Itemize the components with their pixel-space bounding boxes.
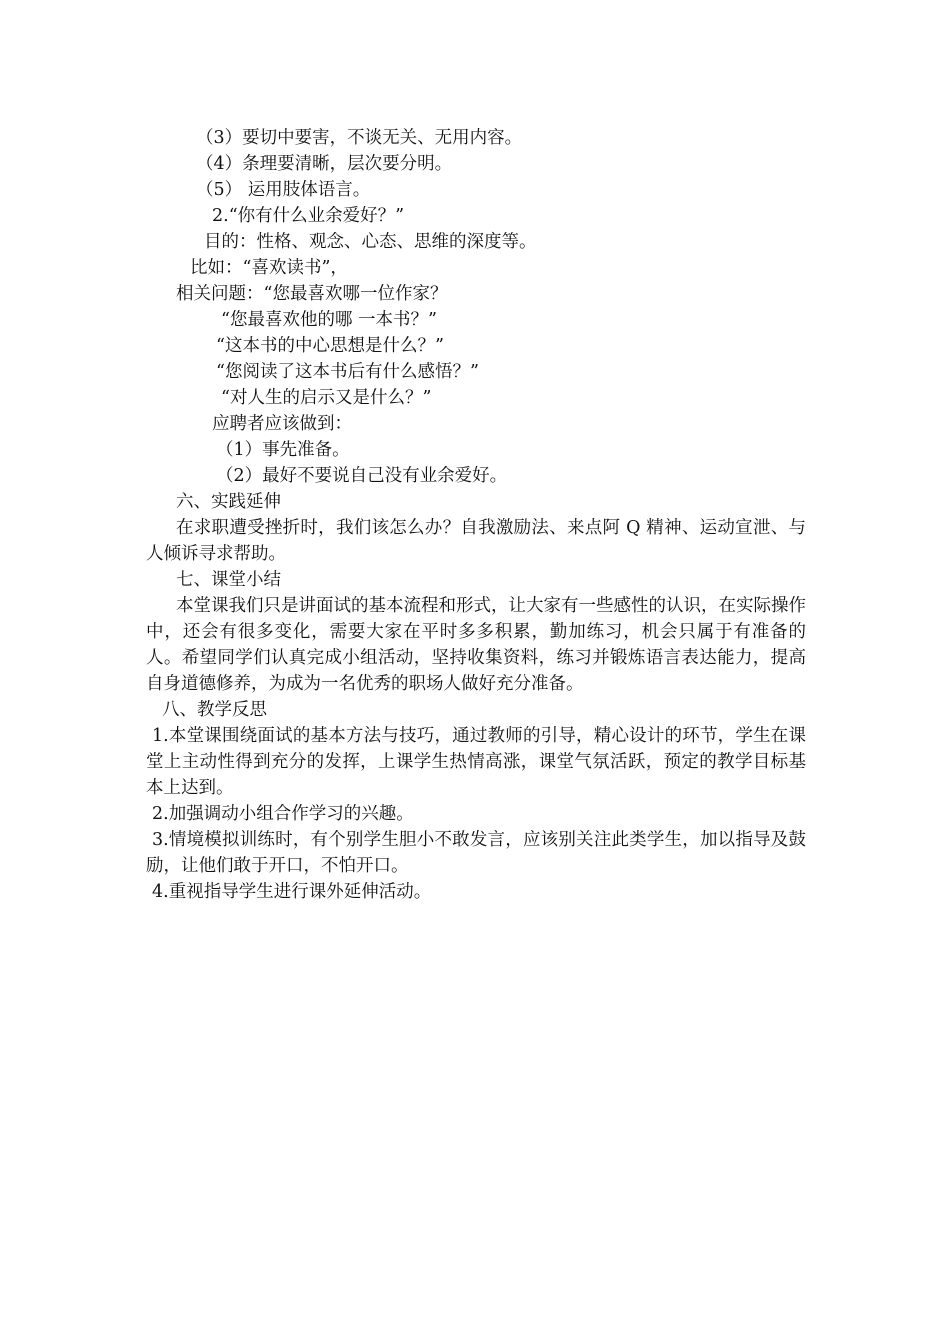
reflection-item: 4.重视指导学生进行课外延伸活动。: [152, 882, 432, 902]
section-8-heading: 八、教学反思: [162, 700, 267, 720]
should-do-item: （2）最好不要说自己没有业余爱好。: [216, 466, 508, 486]
related-question: “您阅读了这本书后有什么感悟？”: [216, 362, 479, 382]
interview-tip-3: （3）要切中要害，不谈无关、无用内容。: [196, 128, 523, 148]
related-questions-label: 相关问题：“您最喜欢哪一位作家？: [176, 284, 448, 304]
reflection-item: 2.加强调动小组合作学习的兴趣。: [152, 804, 414, 824]
reflection-item: 3.情境模拟训练时，有个别学生胆小不敢发言，应该别关注此类学生，加以指导及鼓励，让他们敢于开口，不怕开口。: [146, 830, 806, 876]
question-2-purpose: 目的：性格、观念、心态、思维的深度等。: [204, 232, 537, 252]
question-2-title: 2.“你有什么业余爱好？”: [212, 206, 405, 226]
reflection-item: 1.本堂课围绕面试的基本方法与技巧，通过教师的引导，精心设计的环节，学生在课堂上主动性得到充分的发挥，上课学生热情高涨，课堂气氛活跃，预定的教学目标基本上达到。: [146, 726, 806, 798]
related-question: “对人生的启示又是什么？”: [221, 388, 432, 408]
section-7-body: 本堂课我们只是讲面试的基本流程和形式，让大家有一些感性的认识，在实际操作中，还会有很多变化，需要大家在平时多多积累，勤加练习，机会只属于有准备的人。希望同学们认真完成小组活动，坚持收集资料，练习并锻炼语言表达能力，提高自身道德修养，为成为一名优秀的职场人做好充分准备。: [146, 596, 806, 694]
section-7-heading: 七、课堂小结: [176, 570, 281, 590]
related-question: “您最喜欢他的哪 一本书？”: [221, 310, 437, 330]
question-2-example: 比如：“喜欢读书”，: [190, 258, 348, 278]
related-question: “这本书的中心思想是什么？”: [216, 336, 444, 356]
should-do-label: 应聘者应该做到：: [212, 414, 352, 434]
interview-tip-4: （4）条理要清晰，层次要分明。: [196, 154, 453, 174]
should-do-item: （1）事先准备。: [216, 440, 350, 460]
section-6-body: 在求职遭受挫折时，我们该怎么办？自我激励法、来点阿 Q 精神、运动宣泄、与人倾诉寻求帮助。: [146, 518, 806, 564]
section-6-heading: 六、实践延伸: [176, 492, 281, 512]
interview-tip-5: （5） 运用肢体语言。: [196, 180, 371, 200]
